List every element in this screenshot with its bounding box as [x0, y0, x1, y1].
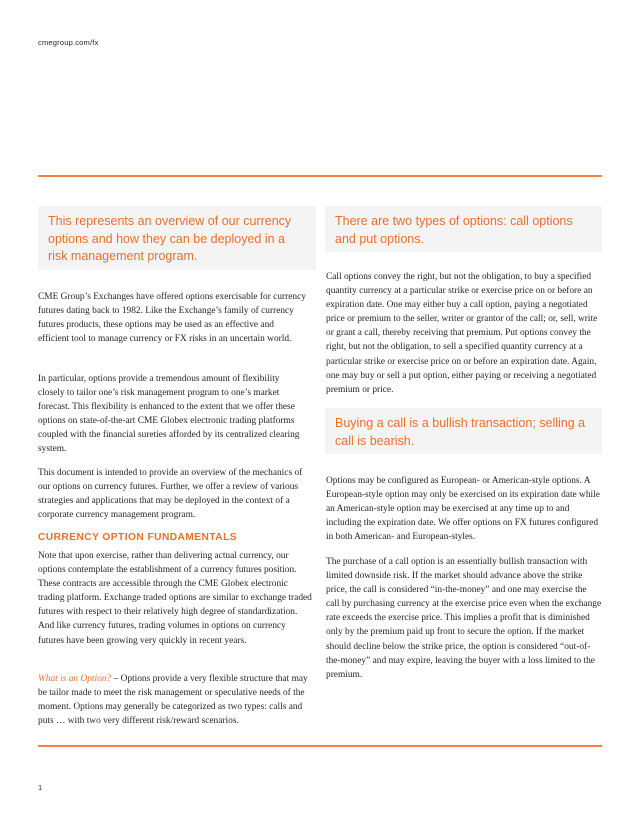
paragraph-call-put: Call options convey the right, but not the obligation, to buy a specified quantity currency at a particular strike or exercise price on or before an expiration date. One may either buy a call option, paying a negotiated price or premium to the seller, writer or grantor of the call; or, sell, write or grant a call, thereby receiving that premium. Put options convey the right, but not the obligation, to sell a specified quantity currency at a particular strike or exercise price on or before an expiration date. Again, one may buy or sell a put option, either paying or receiving a negotiated premium or price.	[326, 272, 598, 395]
paragraph-what-is-option	[38, 672, 314, 728]
paragraph-styles: Options may be configured as European- or American-style options. A European-style option may only be exercised on its expiration date while an American-style option may be exercised at any time up to and including the expiration date. We offer options on FX futures configured in both American- and European-styles.	[326, 476, 600, 543]
paragraph-intro: CME Group’s Exchanges have offered options exercisable for currency futures dating back to 1982. Like the Exchange’s family of currency futures products, these options may be used as an effective and efficient tool to manage currency or FX risks in an uncertain world.	[38, 292, 306, 345]
right-column-block-3	[326, 555, 602, 682]
right-column-block-2	[326, 474, 602, 544]
page-number: 1	[38, 783, 43, 792]
bottom-divider	[38, 745, 602, 747]
callout-bullish-bearish: Buying a call is a bullish transaction; selling a call is bearish.	[325, 408, 602, 454]
header-url: cmegroup.com/fx	[38, 38, 99, 47]
paragraph-purpose: This document is intended to provide an overview of the mechanics of our options on currency futures. Further, we offer a review of various strategies and applications that may be deployed in the context of a corporate currency management program.	[38, 468, 303, 521]
left-column-block-2	[38, 372, 306, 457]
left-column-block-4	[38, 549, 314, 648]
callout-overview: This represents an overview of our currency options and how they can be deployed in a risk management program.	[38, 206, 316, 270]
left-column	[38, 290, 306, 346]
right-column-block-1	[326, 270, 602, 397]
what-is-option-body: – Options provide a very flexible structure that may be tailor made to meet the risk management or speculative needs of the moment. Options may generally be categorized as two types: calls and puts … with two very different risk/reward scenarios.	[38, 674, 308, 727]
left-column-block-5	[38, 672, 314, 728]
paragraph-flexibility: In particular, options provide a tremendous amount of flexibility closely to tailor one’s risk management program to one’s market forecast. This flexibility is enhanced to the extent that we offer these options on state-of-the-art CME Globex electronic trading platforms coupled with the financial sureties afforded by its centralized clearing system.	[38, 374, 300, 455]
paragraph-bullish-call: The purchase of a call option is an essentially bullish transaction with limited downside risk. If the market should advance above the strike price, the call is considered “in-the-money” and one may exercise the call by purchasing currency at the exercise price even when the exchange rate exceeds the exercise price. This implies a profit that is diminished only by the premium paid up front to secure the option. If the market should decline below the strike price, the option is considered “out-of-the-money” and may expire, leaving the buyer with a loss limited to the premium.	[326, 557, 602, 680]
callout-option-types: There are two types of options: call options and put options.	[325, 206, 602, 252]
paragraph-fundamentals: Note that upon exercise, rather than delivering actual currency, our options contemplate the establishment of a currency futures position. These contracts are accessible through the CME Globex electronic trading platform. Exchange traded options are similar to exchange traded futures with respect to their relatively high degree of standardization. And like currency futures, trading volumes in options on currency futures have been growing very quickly in recent years.	[38, 551, 312, 646]
section-heading: CURRENCY OPTION FUNDAMENTALS	[38, 532, 237, 543]
what-is-option-lead: What is an Option?	[38, 674, 112, 684]
top-divider	[38, 175, 602, 177]
left-column-block-3	[38, 466, 314, 522]
